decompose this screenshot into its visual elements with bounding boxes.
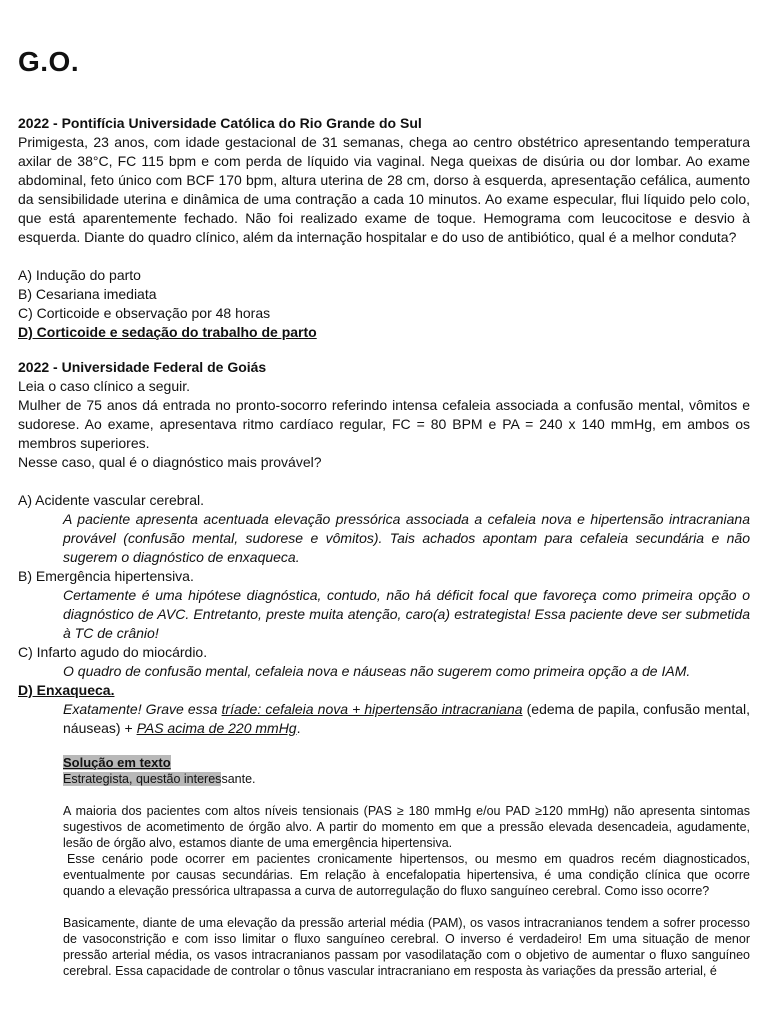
explanation-d-part-3: (edema de papila, confusão mental, náuseas) + xyxy=(63,701,750,736)
solution-intro-rest: sante. xyxy=(221,772,256,786)
solution-paragraph-1: A maioria dos pacientes com altos níveis tensionais (PAS ≥ 180 mmHg e/ou PAD ≥120 mmHg) não apresenta sintomas sugestivos de acometimento de órgão alvo. A partir do momento em que a pressão elevada desencadeia, agudamente, lesão de órgão alvo, estamos diante de uma emergência hipertensiva. xyxy=(63,804,750,850)
explanation-d-part-5: . xyxy=(296,720,301,736)
solution-section xyxy=(63,754,750,979)
explanation-d-pas: PAS acima de 220 mmHg xyxy=(136,720,297,736)
question-1-source: 2022 - Pontifícia Universidade Católica do Rio Grande do Sul xyxy=(18,115,422,131)
question-2 xyxy=(18,358,750,738)
question-1-option-a: A) Indução do parto xyxy=(18,267,141,283)
question-2-option-d-correct: D) Enxaqueca. xyxy=(18,682,115,698)
solution-title: Solução em texto xyxy=(63,755,171,770)
solution-paragraph-3: Basicamente, diante de uma elevação da pressão arterial média (PAM), os vasos intracranianos tendem a sofrer processo de vasoconstrição e com isso limitar o fluxo sanguíneo cerebral. O inverso é verdadeiro! Em uma situação de menor pressão arterial média, os vasos intracranianos passam por vasodilatação com o objetivo de aumentar o fluxo sanguíneo cerebral. Essa capacidade de controlar o tônus vascular intracraniano em resposta às variações da pressão arterial, é xyxy=(63,916,750,978)
solution-intro-highlight: Estrategista, questão interes xyxy=(63,772,222,786)
question-2-explanation-c: O quadro de confusão mental, cefaleia nova e náuseas não sugerem como primeira opção a de IAM. xyxy=(63,663,691,679)
explanation-d-triad: tríade: cefaleia nova + hipertensão intracraniana xyxy=(221,701,523,717)
question-2-explanation-d xyxy=(63,700,750,738)
question-2-source: 2022 - Universidade Federal de Goiás xyxy=(18,359,267,375)
question-2-option-c: C) Infarto agudo do miocárdio. xyxy=(18,644,208,660)
question-2-option-b: B) Emergência hipertensiva. xyxy=(18,568,194,584)
question-2-option-a: A) Acidente vascular cerebral. xyxy=(18,492,204,508)
question-1-text: Primigesta, 23 anos, com idade gestacional de 31 semanas, chega ao centro obstétrico apresentando temperatura axilar de 38°C, FC 115 bpm e com perda de líquido via vaginal. Nega queixas de disúria ou dor lombar. Ao exame abdominal, feto único com BCF 170 bpm, altura uterina de 28 cm, dorso à esquerda, apresentação cefálica, aumento da sensibilidade uterina e dinâmica de uma contração a cada 10 minutos. Ao exame especular, flui líquido pelo colo, que está aparentemente fechado. Não foi realizado exame de toque. Hemograma com leucocitose e desvio à esquerda. Diante do quadro clínico, além da internação hospitalar e do uso de antibiótico, qual é a melhor conduta? xyxy=(18,134,750,245)
question-2-question: Nesse caso, qual é o diagnóstico mais provável? xyxy=(18,454,322,470)
page-title: G.O. xyxy=(18,46,80,77)
question-2-text: Mulher de 75 anos dá entrada no pronto-socorro referindo intensa cefaleia associada a confusão mental, vômitos e sudorese. Ao exame, apresentava ritmo cardíaco regular, FC = 80 BPM e PA = 240 x 140 mmHg, em ambos os membros superiores. xyxy=(18,397,750,451)
solution-paragraph-2: Esse cenário pode ocorrer em pacientes cronicamente hipertensos, ou mesmo em quadros recém diagnosticados, eventualmente por causas secundárias. Em relação à encefalopatia hipertensiva, é uma condição clínica que ocorre quando a elevação pressórica ultrapassa a curva de autorregulação do fluxo sanguíneo cerebral. Como isso ocorre? xyxy=(63,852,750,898)
question-2-explanation-a: A paciente apresenta acentuada elevação pressórica associada a cefaleia nova e hipertensão intracraniana provável (confusão mental, sudorese e vômitos). Tais achados apontam para cefaleia secundária e não sugerem o diagnóstico de enxaqueca. xyxy=(63,511,750,565)
explanation-d-part-1: Exatamente! Grave essa xyxy=(63,701,222,717)
question-1-option-b: B) Cesariana imediata xyxy=(18,286,157,302)
question-2-intro: Leia o caso clínico a seguir. xyxy=(18,378,190,394)
question-1-option-d-correct: D) Corticoide e sedação do trabalho de parto xyxy=(18,324,317,340)
question-1 xyxy=(18,114,750,342)
question-1-option-c: C) Corticoide e observação por 48 horas xyxy=(18,305,271,321)
question-2-explanation-b: Certamente é uma hipótese diagnóstica, contudo, não há déficit focal que favoreça como primeira opção o diagnóstico de AVC. Entretanto, preste muita atenção, caro(a) estrategista! Essa paciente deve ser submetida à TC de crânio! xyxy=(63,587,750,641)
